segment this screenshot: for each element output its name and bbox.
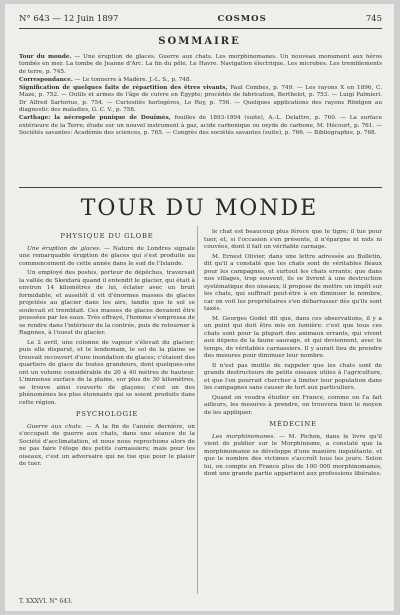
- page-number: 745: [365, 14, 382, 24]
- article-text: Le 2 avril, une colonne de vapeur s'élevait du glacier; puis elle disparut, et le lendemain, le sol de la plaine se trouvait recouvert d'une inondation de glaces; c'étaient des quartiers de glace de toutes grandeurs, dont quelques-uns ont un volume considérable de 20 à 40 mètres de hauteur. L'immense surface de la plaine, sur plus de 30 kilomètres, se trouve ainsi couverte de glaçons; c'est un des phénomènes les plus étonnants qui se soient produits dans cette région.: [19, 339, 195, 406]
- column-divider: [197, 226, 198, 594]
- sommaire-entry-lead: Correspondance.: [19, 76, 73, 83]
- sommaire-entry: [19, 85, 382, 114]
- header-rule: [19, 28, 382, 29]
- section-heading: PHYSIQUE DU GLOBE: [60, 232, 154, 240]
- article-text: — M. Pichon, dans le livre qu'il vient de publier sur le Morphinisme, a constaté que la morphinomanie se développe d'une manière inquiétante, et que le nombre des victimes s'accroît tous les jours. Selon lui, on compte en France plus de 100 000 morphinomanes, dont une grande partie appartient aux professions libérales.: [204, 433, 382, 477]
- section-heading: PSYCHOLOGIE: [75, 410, 139, 418]
- article-paragraph: [204, 363, 382, 393]
- article-text: — Nature de Londres signale une remarquable éruption de glaces qui s'est produite au commencement de cette année dans le sud de l'Islande.: [19, 245, 196, 267]
- article-text: M. Ernest Olivier, dans une lettre adressée au Bulletin, dit qu'il a constaté que les chats sont de véritables fléaux pour les campagnes, et surtout les chats errants; que dans nos villages, trop souvent, ils se livrent à une destruction systématique des oiseaux; il propose de mettre un impôt sur les chats, qui suffirait peut-être à en diminuer le nombre, car on voit les propriétaires s'en débarrasser dès qu'ils sont taxés.: [204, 253, 382, 312]
- section-heading: MÉDECINE: [269, 420, 317, 428]
- sommaire-rule: [19, 187, 382, 188]
- article-paragraph: [204, 434, 382, 479]
- article-subtitle: Une éruption de glaces.: [27, 245, 101, 252]
- article-text: M. Georges Godet dit que, dans ces observations, il y a un point qui doit être mis en lumière: c'est que tous ces chats sont pour la plupart des animaux errants, qui vivent aux dépens de la faune sauvage, et qui deviennent, avec le temps, de véritables carnassiers. Il y aurait lieu de prendre des mesures pour diminuer leur nombre.: [204, 315, 382, 359]
- sommaire-title: SOMMAIRE: [158, 36, 241, 47]
- article-text: — A la fin de l'année dernière, on s'occupait de guerre aux chats, dans une séance de la Société d'acclimatation, et nous nous reprochions alors de ne pas faire l'éloge des petits carnassiers; mais pour les oiseaux, c'est un adversaire qui ne tue que pour le plaisir de tuer.: [19, 423, 195, 467]
- sommaire-entry-lead: Tour du monde.: [19, 54, 72, 60]
- left-column: [19, 229, 195, 471]
- sommaire-entry: [19, 77, 382, 84]
- sommaire-entry-lead: Signification de quelques faits de répartition des êtres vivants,: [19, 85, 228, 92]
- article-paragraph: [204, 316, 382, 361]
- article-text: Il n'est pas inutile de rappeler que les chats sont de grands destructeurs de petits oiseaux utiles à l'agriculture, et que l'on pourrait chercher à limiter leur population dans les campagnes sans causer de tort aux particuliers.: [204, 362, 382, 391]
- sommaire-entry-text: Paul Combes, p. 749. — Les rayons X en 1896, C. Maze, p. 752. — Outils et armes de l'âge de cuivre en Égypte; procédés de fabrication, Berthelot, p. 753. — Luigi Palmieri. Dr Alfred Sartorius, p. 754. — Curiosités horlogères, Le Roy, p. 756. — Quelques applications des rayons Röntgen au diagnostic des maladies, G. C. V., p. 758.: [19, 85, 382, 114]
- article-paragraph: [204, 254, 382, 314]
- right-column: [204, 229, 382, 481]
- sommaire-entry: [19, 115, 382, 137]
- article-text: Quand on voudra étudier en France, comme on l'a fait ailleurs, les mesures à prendre, on trouvera bien le moyen de les appliquer.: [204, 394, 382, 416]
- sommaire-entry-text: — Le tonnerre à Madère. J.-L. S., p. 748.: [72, 76, 192, 83]
- article-paragraph: [19, 424, 195, 469]
- sommaire-entry-lead: Carthage: la nécropole punique de Douïmès,: [19, 115, 171, 122]
- sommaire-entry: [19, 54, 382, 76]
- article-paragraph: [19, 270, 195, 338]
- sommaire-entry-text: fouilles de 1893-1894 (suite), A.-L. Delattre, p. 760. — La surface extérieure de la Terre; étude sur un nouvel instrument à gaz, acide carbonique ou oxyde de carbone, M. Hécourt, p. 761. — Sociétés savantes: Académie des sciences, p. 765. — Congrès des sociétés savantes (suite), p. 766. — Bibliographie, p. 768.: [19, 115, 382, 136]
- document-page: [5, 4, 394, 611]
- article-subtitle: Guerre aux chats.: [27, 423, 83, 430]
- sommaire-text: [19, 54, 382, 138]
- sommaire-entry-text: — Une éruption de glaces. Guerre aux chats. Les morphinomanes. Un nouveau monument aux héros tombés en mer. La tombe de Jeanne d'Arc. La fin du pôle. Le Havre. Navigation électrique. Les microbes. Les tremblements de terre, p. 745.: [19, 54, 382, 75]
- page-header: [19, 12, 382, 26]
- journal-title: COSMOS: [217, 14, 267, 24]
- article-paragraph: [19, 246, 195, 269]
- article-text: le chat est beaucoup plus féroce que le tigre; il tue pour tuer, et, si l'occasion s'en présente, il n'épargne ni nids ni couvées, dont il fait un véritable carnage.: [204, 229, 382, 250]
- article-paragraph: [19, 340, 195, 408]
- footer-volume: T. XXXVI. N° 643.: [19, 598, 73, 605]
- article-paragraph: [204, 229, 382, 252]
- article-text: Un employé des postes, porteur de dépêches, traversait la vallée de Skeidarà quand il entendit le glacier, qui était à environ 14 kilomètres de lui, éclater avec un bruit formidable, et aussitôt il vit d'énormes masses de glaces projetées au glacier dans les airs, tandis que le sol se soulevait et tremblait. Ces masses de glaces devaient être poussées par les eaux. Très effrayé, l'homme s'empressa de se rendre dans l'intérieur de la contrée, puis de retourner à Ragnnes, à l'ouest du glacier.: [19, 270, 195, 336]
- issue-number: N° 643 — 12 Juin 1897: [19, 14, 119, 24]
- article-paragraph: [204, 395, 382, 418]
- article-subtitle: Les morphinomanes.: [212, 433, 276, 440]
- section-title: TOUR DU MONDE: [80, 196, 319, 221]
